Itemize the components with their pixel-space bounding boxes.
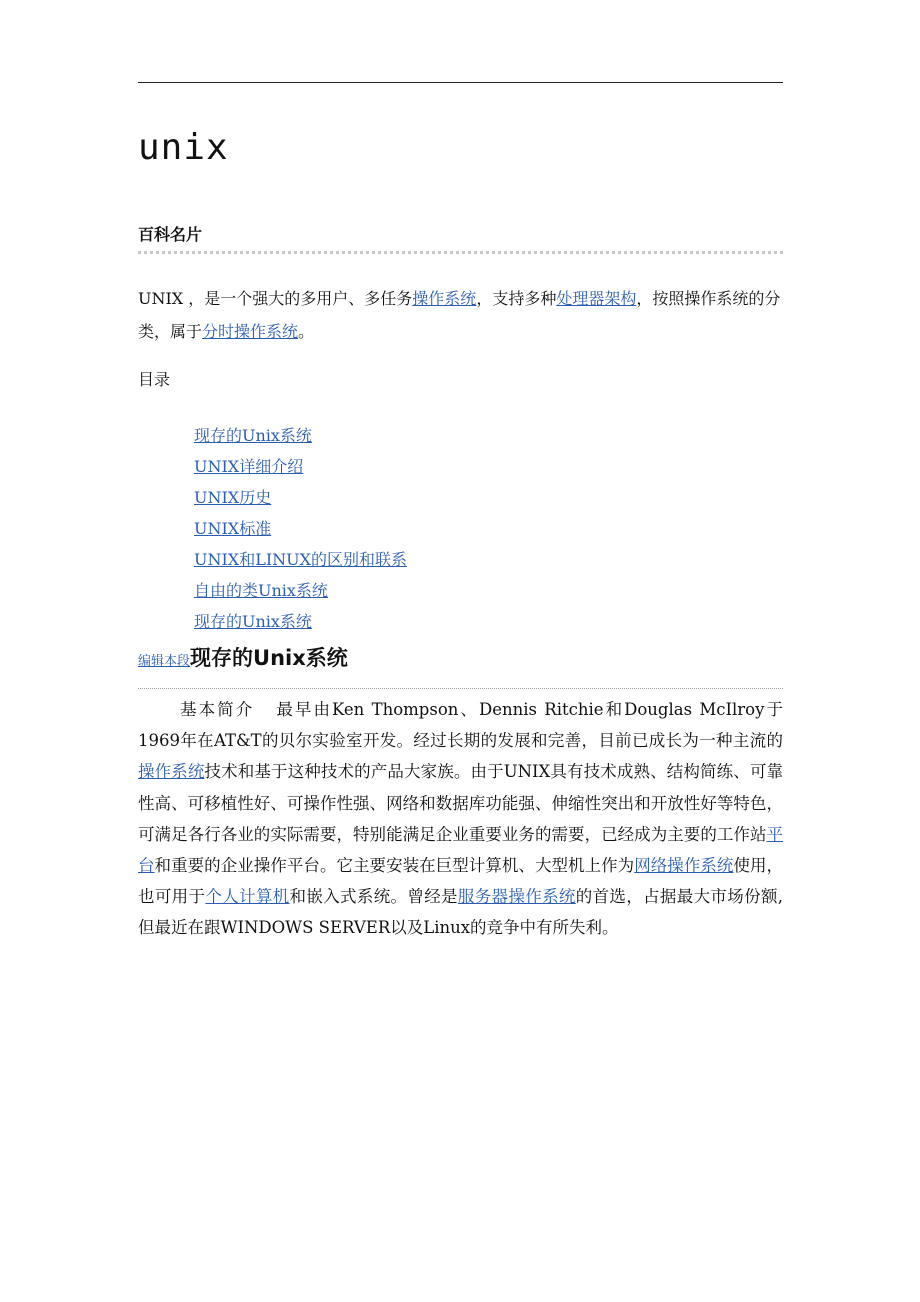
- toc-item: [194, 513, 407, 544]
- link-platform[interactable]: 平台: [138, 824, 783, 876]
- section-heading: [138, 642, 348, 672]
- link-operating-system-2[interactable]: 操作系统: [138, 762, 205, 782]
- body-text-5: 和嵌入式系统。曾经是: [289, 887, 458, 907]
- toc-link-unix-standards[interactable]: UNIX标准: [194, 519, 272, 538]
- link-operating-system[interactable]: 操作系统: [412, 289, 477, 308]
- link-network-os[interactable]: 网络操作系统: [634, 856, 734, 876]
- body-text-3: 和重要的企业操作平台。它主要安装在巨型计算机、大型机上作为: [154, 856, 635, 876]
- toc-link-free-unix-like[interactable]: 自由的类Unix系统: [194, 581, 328, 600]
- edit-section-link[interactable]: 编辑本段: [138, 654, 191, 669]
- section-title: 现存的Unix系统: [190, 646, 348, 670]
- summary-paragraph: [138, 282, 783, 348]
- summary-text-1: UNIX ，是一个强大的多用户、多任务: [138, 289, 413, 308]
- link-server-os[interactable]: 服务器操作系统: [457, 887, 576, 907]
- summary-text-3: ，按照操作系统的分类，属于: [138, 289, 781, 341]
- toc-item: [194, 482, 407, 513]
- toc-link-unix-linux-diff[interactable]: UNIX和LINUX的区别和联系: [194, 550, 408, 569]
- table-of-contents: [194, 420, 407, 637]
- section-divider: [138, 688, 783, 689]
- summary-text-4: 。: [298, 322, 315, 341]
- toc-item: [194, 606, 407, 637]
- body-text-1: 最早由Ken Thompson、Dennis Ritchie和Douglas McIlroy于1969年在AT&T的贝尔实验室开发。经过长期的发展和完善，目前已成长为一种主流的: [138, 700, 783, 751]
- summary-text-2: ，支持多种: [476, 289, 557, 308]
- toc-item: [194, 451, 407, 482]
- link-processor-architecture[interactable]: 处理器架构: [556, 289, 637, 308]
- baike-card-heading: 百科名片: [138, 225, 203, 244]
- toc-link-unix-history[interactable]: UNIX历史: [194, 488, 272, 507]
- body-lead: 基本简介: [178, 700, 255, 719]
- page-title: unix: [138, 127, 229, 168]
- link-personal-computer[interactable]: 个人计算机: [205, 887, 290, 907]
- toc-label: 目录: [138, 370, 171, 389]
- top-divider: [138, 82, 783, 83]
- toc-item: [194, 575, 407, 606]
- body-paragraph: [138, 694, 783, 944]
- toc-link-unix-detail[interactable]: UNIX详细介绍: [194, 457, 304, 476]
- body-text-2: 技术和基于这种技术的产品大家族。由于UNIX具有技术成熟、结构简练、可靠性高、可移植性好、可操作性强、网络和数据库功能强、伸缩性突出和开放性好等特色，可满足各行各业的实际需要，特别能满足企业重要业务的需要，已经成为主要的工作站: [138, 762, 784, 844]
- card-divider: [138, 251, 783, 254]
- toc-item: [194, 420, 407, 451]
- body-text-6: 的首选，占据最大市场份额,但最近在跟WINDOWS SERVER以及Linux的竞争中有所失利。: [138, 887, 784, 938]
- body-text-4: 使用，也可用于: [138, 856, 784, 907]
- link-time-sharing-os[interactable]: 分时操作系统: [202, 322, 299, 341]
- toc-item: [194, 544, 407, 575]
- toc-link-existing-unix-2[interactable]: 现存的Unix系统: [194, 612, 312, 631]
- toc-link-existing-unix[interactable]: 现存的Unix系统: [194, 426, 312, 445]
